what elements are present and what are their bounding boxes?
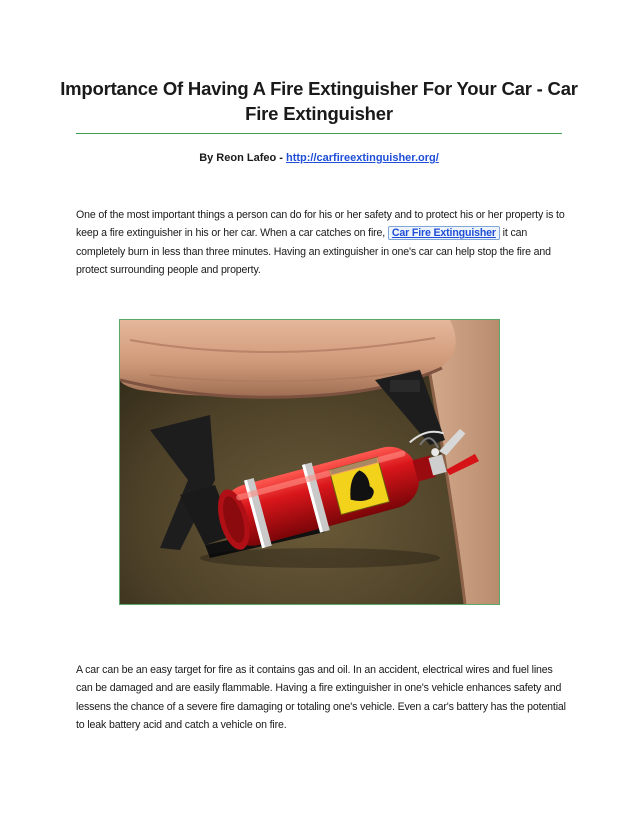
byline-link[interactable]: http://carfireextinguisher.org/ bbox=[285, 152, 439, 164]
body-paragraph: A car can be an easy target for fire as it contains gas and oil. In an accident, electrical wires and fuel lines can be damaged and are easily flammable. Having a fire extinguisher in one's vehicle enhances safety and lessens the chance of a severe fire damaging or totaling one's vehicle. Even a car's battery has the potential to leak battery acid and catch a vehicle on fire. bbox=[76, 664, 566, 732]
byline-author: By Reon Lafeo - bbox=[199, 152, 286, 164]
intro-paragraph bbox=[76, 206, 566, 280]
byline bbox=[0, 152, 638, 164]
intro-text-end: it can completely burn in less than three minutes. Having an extinguisher in one's car can help stop the fire and protect surrounding people and property. bbox=[76, 227, 551, 277]
car-fire-extinguisher-link[interactable]: Car Fire Extinguisher bbox=[388, 226, 500, 240]
title-divider bbox=[76, 133, 562, 134]
page-title: Importance Of Having A Fire Extinguisher For Your Car - Car Fire Extinguisher bbox=[60, 78, 578, 124]
photo-illustration bbox=[120, 320, 499, 604]
car-fire-extinguisher-photo bbox=[119, 319, 500, 605]
intro-text-start: One of the most important things a person can do for his or her safety and to protect his or her property is to keep a fire extinguisher in his or her car. When a car catches on fire, bbox=[76, 209, 565, 240]
